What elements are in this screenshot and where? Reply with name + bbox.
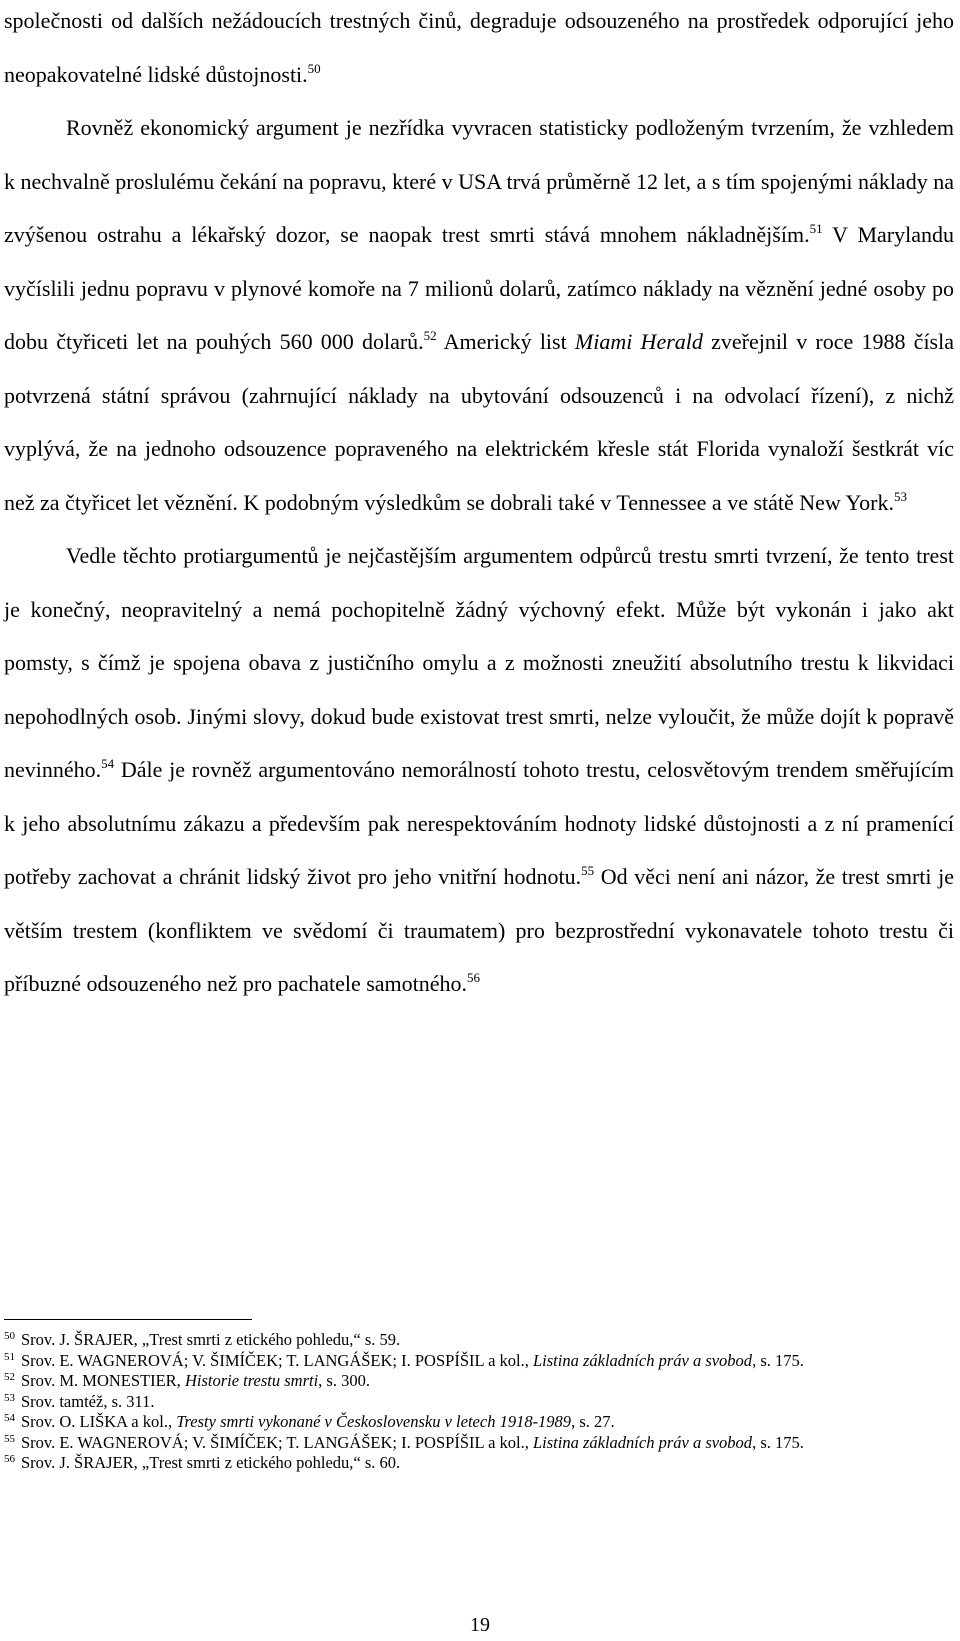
footnote-separator	[4, 1319, 252, 1320]
paragraph	[4, 529, 954, 1011]
footnote-number: 55	[4, 1432, 15, 1445]
footnote	[4, 1392, 954, 1413]
italic-text: Historie trestu smrti	[184, 1371, 319, 1390]
text-run: Srov. J. ŠRAJER, „Trest smrti z etického pohledu,“ s. 59.	[21, 1330, 401, 1349]
footnote-number: 53	[4, 1391, 15, 1404]
footnotes	[4, 1330, 954, 1474]
footnote-number: 54	[4, 1412, 15, 1424]
footnote-reference: 50	[307, 60, 321, 76]
italic-text: Miami Herald	[574, 329, 703, 354]
footnote	[4, 1453, 954, 1474]
text-run: , s. 27.	[571, 1412, 615, 1431]
page-number: 19	[470, 1614, 490, 1636]
footnote-number: 51	[4, 1350, 15, 1363]
text-run: Od věci není ani názor, že trest smrti je větším trestem (konfliktem ve svědomí či traumatem) pro bezprostřední vykonavatele tohoto trestu či příbuzné odsouzeného než pro pachatele samotného.	[4, 864, 954, 996]
footnote-number: 52	[4, 1371, 15, 1383]
text-run: Srov. E. WAGNEROVÁ; V. ŠIMÍČEK; T. LANGÁŠEK; I. POSPÍŠIL a kol.,	[21, 1432, 533, 1452]
text-run: Rovněž ekonomický argument je nezřídka vyvracen statisticky podloženým tvrzením, že vzhledem k nechvalně proslulému čekání na popravu, které v USA trvá průměrně 12 let, a s tím spojenými náklady na zvýšenou ostrahu a lékařský dozor, se naopak trest smrti stává mnohem nákladnějším.	[4, 115, 954, 247]
italic-text: Listina základních práv a svobod	[532, 1432, 753, 1452]
footnote-reference: 56	[467, 970, 481, 985]
footnote	[4, 1330, 954, 1351]
text-run: , s. 300.	[318, 1371, 370, 1390]
footnote-reference: 52	[423, 328, 437, 343]
footnote-number: 56	[4, 1453, 15, 1465]
footnote-number: 50	[4, 1330, 15, 1342]
text-run: Srov. J. ŠRAJER, „Trest smrti z etického pohledu,“ s. 60.	[21, 1453, 401, 1472]
paragraph	[4, 0, 954, 101]
footnote	[4, 1433, 954, 1454]
footnote-reference: 54	[101, 756, 115, 771]
text-run: Americký list	[436, 329, 575, 354]
text-run: Srov. M. MONESTIER,	[21, 1371, 185, 1390]
text-run: , s. 175.	[752, 1350, 804, 1370]
footnote	[4, 1351, 954, 1372]
footnote	[4, 1412, 954, 1433]
italic-text: Listina základních práv a svobod	[532, 1350, 753, 1370]
text-run: , s. 175.	[752, 1432, 804, 1452]
text-run: Srov. tamtéž, s. 311.	[21, 1391, 155, 1411]
text-run: zveřejnil v roce 1988 čísla potvrzená státní správou (zahrnující náklady na ubytování odsouzenců i na odvolací řízení), z nichž vyplývá, že na jednoho odsouzence popraveného na elektrickém křesle stát Florida vynaloží šestkrát víc než za čtyřicet let věznění. K podobným výsledkům se dobrali také v Tennessee a ve státě New York.	[4, 329, 954, 515]
text-run: V Marylandu vyčíslili jednu popravu v plynové komoře na 7 milionů dolarů, zatímco náklady na věznění jedné osoby po dobu čtyřiceti let na pouhých 560 000 dolarů.	[4, 222, 954, 354]
body-text	[4, 0, 954, 1011]
text-run: společnosti od dalších nežádoucích trestných činů, degraduje odsouzeného na prostředek odporující jeho neopakovatelné lidské důstojnosti.	[4, 8, 954, 87]
paragraph	[4, 101, 954, 529]
text-run: Srov. O. LIŠKA a kol.,	[21, 1412, 177, 1431]
footnote-reference: 55	[581, 863, 595, 878]
footnote-reference: 53	[894, 488, 908, 504]
text-run: Vedle těchto protiargumentů je nejčastějším argumentem odpůrců trestu smrti tvrzení, že tento trest je konečný, neopravitelný a nemá pochopitelně žádný výchovný efekt. Může být vykonán i jako akt pomsty, s čímž je spojena obava z justičního omylu a z možnosti zneužití absolutního trestu k likvidaci nepohodlných osob. Jinými slovy, dokud bude existovat trest smrti, nelze vyloučit, že může dojít k popravě nevinného.	[4, 543, 954, 782]
footnote-reference: 51	[809, 221, 823, 236]
italic-text: Tresty smrti vykonané v Československu v letech 1918-1989	[176, 1412, 572, 1431]
text-run: Srov. E. WAGNEROVÁ; V. ŠIMÍČEK; T. LANGÁŠEK; I. POSPÍŠIL a kol.,	[21, 1350, 533, 1370]
text-run: Dále je rovněž argumentováno nemorálností tohoto trestu, celosvětovým trendem směřujícím k jeho absolutnímu zákazu a především pak nerespektováním hodnoty lidské důstojnosti a z ní pramenící potřeby zachovat a chránit lidský život pro jeho vnitřní hodnotu.	[4, 757, 954, 889]
footnote	[4, 1371, 954, 1392]
